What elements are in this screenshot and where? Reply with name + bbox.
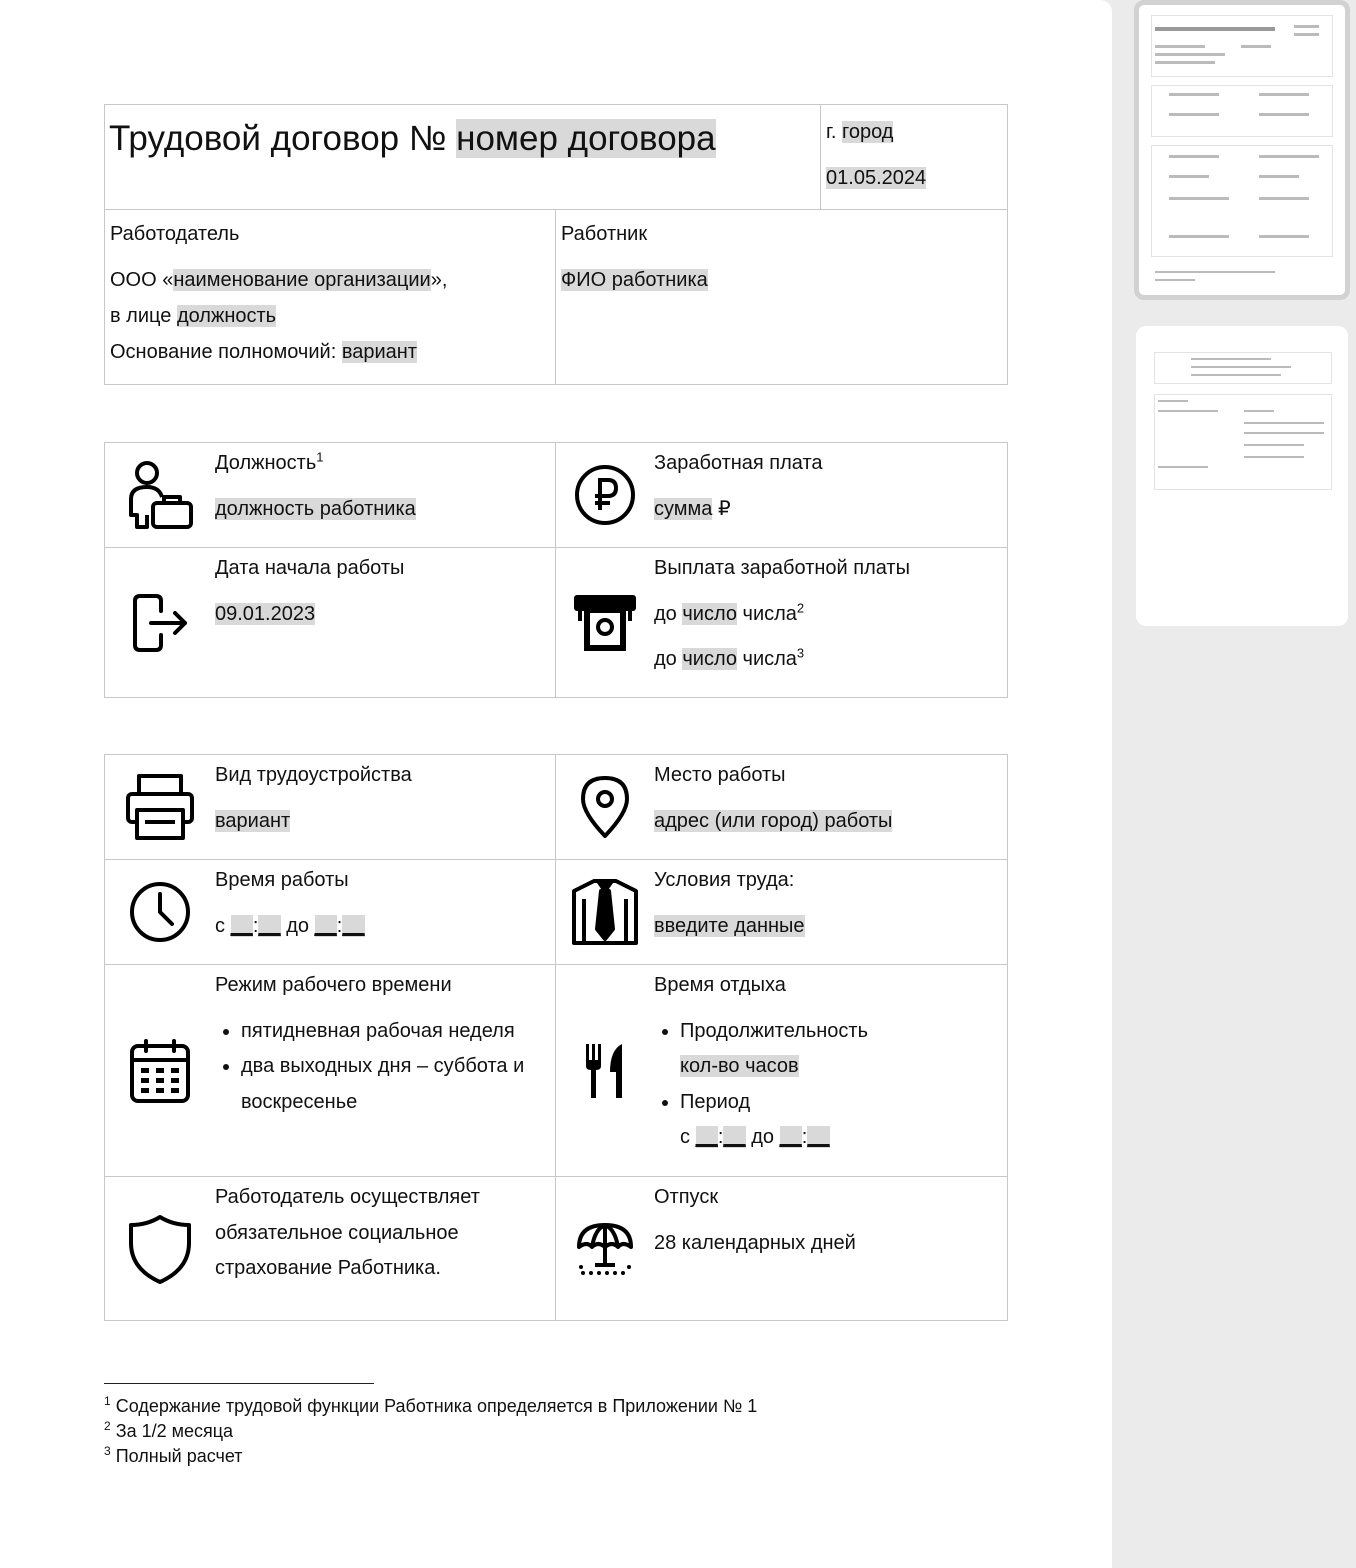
start-hour-field[interactable]: __ (230, 914, 253, 937)
shield-icon (105, 1177, 215, 1320)
payout-day-field-1[interactable]: число (682, 602, 737, 625)
beach-umbrella-icon (556, 1177, 654, 1320)
atm-cash-icon (556, 548, 654, 697)
payout-suffix-1: числа (742, 602, 797, 625)
footnote (104, 1394, 757, 1419)
work-time-label: Время работы (215, 869, 349, 891)
salary-field[interactable]: сумма (654, 497, 713, 520)
salary-cell (556, 443, 1008, 548)
employee-name-field[interactable]: ФИО работника (561, 269, 708, 291)
authority-label: Основание полномочий: (110, 341, 337, 363)
rest-time-cell (556, 965, 1008, 1177)
org-suffix: », (430, 269, 448, 291)
fork-knife-icon (556, 965, 654, 1176)
rest-list (654, 1014, 868, 1156)
position-field[interactable]: должность работника (215, 497, 416, 520)
ruble-coin-icon (556, 443, 654, 547)
city-field[interactable]: город (842, 121, 894, 143)
footnotes (104, 1394, 757, 1469)
colon: : (252, 914, 259, 937)
rest-duration-label: Продолжительность (680, 1019, 868, 1042)
insurance-text: Работодатель осуществляет обязательное социальное страхование Работника. (215, 1186, 480, 1279)
printer-icon (105, 755, 215, 859)
to-word: до (751, 1126, 774, 1148)
footnote-number: 1 (104, 1394, 111, 1408)
employment-type-label: Вид трудоустройства (215, 764, 412, 786)
contract-title (105, 105, 820, 163)
footnote (104, 1419, 757, 1444)
terms-table-2 (104, 754, 1008, 1321)
position-cell (105, 443, 556, 548)
rest-end-hour-field[interactable]: __ (779, 1126, 802, 1148)
workplace-cell (556, 755, 1008, 860)
payout-prefix-1: до (654, 602, 677, 625)
salary-label: Заработная плата (654, 452, 823, 474)
calendar-icon (105, 965, 215, 1176)
vacation-cell (556, 1177, 1008, 1321)
from-word: с (215, 914, 225, 937)
currency-sign: ₽ (717, 497, 731, 520)
rest-time-label: Время отдыха (654, 974, 786, 996)
colon: : (717, 1126, 724, 1148)
schedule-item: • пятидневная рабочая неделя (241, 1014, 555, 1050)
org-prefix: ООО « (110, 269, 174, 291)
footnote-ref-2[interactable]: 2 (796, 599, 805, 615)
employer-label: Работодатель (110, 223, 240, 245)
schedule-item: • два выходных дня – суббота и воскресенье (241, 1049, 555, 1120)
end-minute-field[interactable]: __ (342, 914, 365, 937)
colon: : (336, 914, 343, 937)
represented-prefix: в лице (110, 305, 172, 327)
start-date-cell (105, 548, 556, 698)
payout-prefix-2: до (654, 648, 677, 670)
rest-start-minute-field[interactable]: __ (723, 1126, 746, 1148)
employment-type-cell (105, 755, 556, 860)
schedule-cell (105, 965, 556, 1177)
rest-period-item (680, 1085, 868, 1156)
workplace-field[interactable]: адрес (или город) работы (654, 809, 893, 832)
schedule-label: Режим рабочего времени (215, 974, 452, 996)
rest-start-hour-field[interactable]: __ (695, 1126, 718, 1148)
title-prefix: Трудовой договор № (109, 119, 447, 158)
insurance-cell (105, 1177, 556, 1321)
rest-duration-item (680, 1014, 868, 1085)
employee-label: Работник (561, 223, 648, 245)
city-prefix: г. (826, 121, 837, 143)
position-label: Должность (215, 452, 317, 474)
start-minute-field[interactable]: __ (258, 914, 281, 937)
payout-day-field-2[interactable]: число (682, 648, 737, 670)
page-thumbnail-1[interactable] (1134, 0, 1350, 300)
footnote-number: 2 (104, 1419, 111, 1433)
page-thumbnail-2[interactable] (1136, 326, 1348, 626)
vacation-label: Отпуск (654, 1186, 719, 1208)
contract-date[interactable]: 01.05.2024 (826, 167, 927, 189)
work-time-cell (105, 860, 556, 965)
employee-cell (556, 210, 1008, 385)
footnote-text: Полный расчет (115, 1446, 243, 1466)
represented-field[interactable]: должность (176, 305, 277, 327)
work-time-range (215, 909, 365, 945)
clock-icon (105, 860, 215, 964)
footnote-ref-3[interactable]: 3 (796, 645, 805, 661)
payout-cell (556, 548, 1008, 698)
schedule-list (215, 1014, 555, 1121)
payout-suffix-2: числа (742, 648, 797, 670)
footnote-number: 3 (104, 1444, 111, 1458)
exit-door-icon (105, 548, 215, 697)
vacation-value: 28 календарных дней (654, 1231, 856, 1254)
footnote (104, 1444, 757, 1469)
start-date-field[interactable]: 09.01.2023 (215, 602, 316, 625)
footnote-ref-1[interactable]: 1 (316, 449, 324, 465)
rest-duration-field[interactable]: кол-во часов (680, 1055, 799, 1077)
org-name-field[interactable]: наименование организации (173, 269, 431, 291)
start-date-label: Дата начала работы (215, 557, 405, 579)
workplace-label: Место работы (654, 764, 786, 786)
from-word: с (680, 1126, 690, 1148)
footnote-text: За 1/2 месяца (115, 1421, 234, 1441)
employment-type-field[interactable]: вариант (215, 809, 291, 832)
terms-table-1 (104, 442, 1008, 698)
city-date-cell (821, 105, 1008, 210)
rest-end-minute-field[interactable]: __ (807, 1126, 830, 1148)
contract-number-field[interactable]: номер договора (456, 119, 716, 158)
header-table (104, 104, 1008, 385)
footnote-text: Содержание трудовой функции Работника определяется в Приложении № 1 (115, 1396, 758, 1416)
end-hour-field[interactable]: __ (314, 914, 337, 937)
worker-with-briefcase-icon (105, 443, 215, 547)
conditions-label: Условия труда: (654, 869, 795, 891)
rest-period-label: Период (680, 1090, 751, 1113)
employer-cell (105, 210, 556, 385)
shirt-tie-icon (556, 860, 654, 964)
conditions-cell (556, 860, 1008, 965)
to-word: до (286, 914, 309, 937)
title-cell (105, 105, 821, 210)
payout-label: Выплата заработной платы (654, 557, 910, 579)
authority-field[interactable]: вариант (341, 341, 417, 363)
location-pin-icon (556, 755, 654, 859)
footnote-separator (104, 1383, 374, 1384)
conditions-field[interactable]: введите данные (654, 914, 805, 937)
colon: : (801, 1126, 808, 1148)
